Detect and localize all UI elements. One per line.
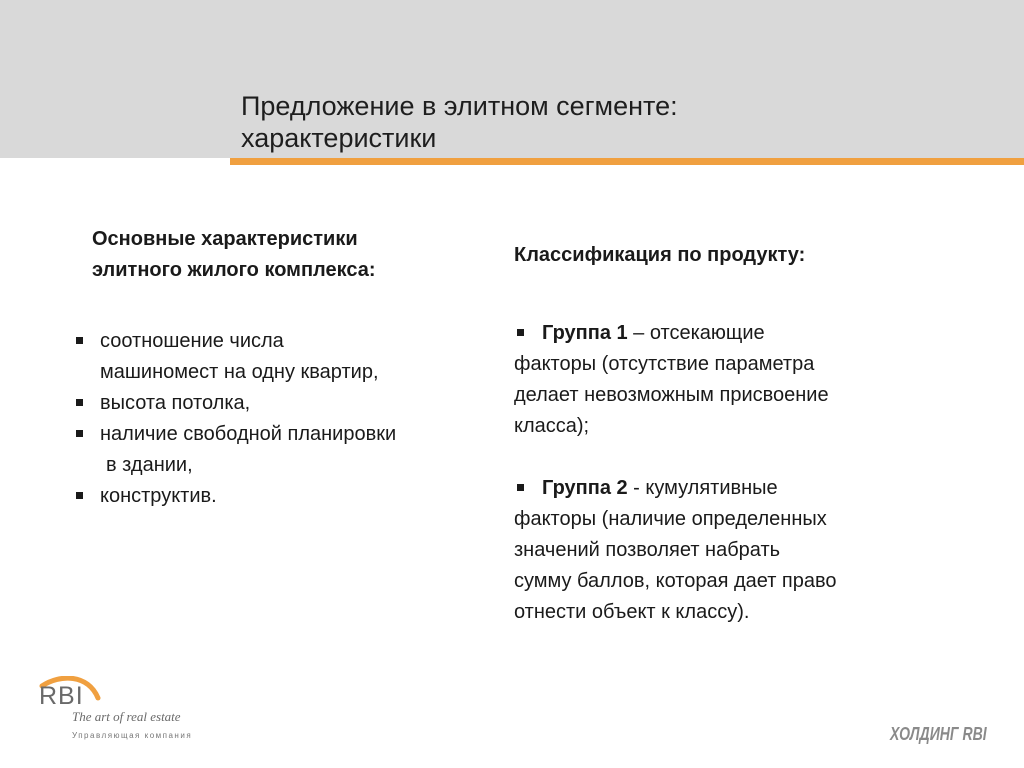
group-2-text: факторы (наличие определенных bbox=[514, 508, 827, 530]
group-2-label: Группа 2 bbox=[542, 477, 628, 499]
holding-wordmark: ХОЛДИНГ RBI bbox=[890, 724, 987, 744]
list-item-text: соотношение числа bbox=[100, 330, 284, 352]
square-bullet-icon bbox=[76, 430, 83, 437]
square-bullet-icon bbox=[76, 399, 83, 406]
left-column-heading bbox=[92, 224, 492, 286]
left-heading-line-1: Основные характеристики bbox=[92, 228, 358, 250]
group-1-block bbox=[514, 318, 984, 442]
square-bullet-icon bbox=[517, 484, 524, 491]
square-bullet-icon bbox=[76, 337, 83, 344]
list-item bbox=[72, 326, 502, 388]
slide-title bbox=[241, 90, 1001, 154]
group-1-text: факторы (отсутствие параметра bbox=[514, 353, 815, 375]
characteristics-list bbox=[72, 326, 502, 512]
list-item-text: в здании, bbox=[106, 454, 193, 476]
group-2-text: значений позволяет набрать bbox=[514, 539, 781, 561]
logo-tagline: The art of real estate bbox=[72, 709, 181, 724]
list-item-text: наличие свободной планировки bbox=[100, 423, 397, 445]
group-2-text: отнести объект к классу). bbox=[514, 601, 750, 623]
slide-title-line-1: Предложение в элитном сегменте: bbox=[241, 91, 678, 121]
square-bullet-icon bbox=[517, 329, 524, 336]
logo-text: RBI bbox=[39, 682, 84, 710]
slide-title-line-2: характеристики bbox=[241, 123, 437, 153]
list-item-text: высота потолка, bbox=[100, 392, 251, 414]
group-2-text: сумму баллов, которая дает право bbox=[514, 570, 837, 592]
list-item-text: машиномест на одну квартир, bbox=[100, 361, 379, 383]
right-column-heading: Классификация по продукту: bbox=[514, 244, 806, 266]
group-1-text: делает невозможным присвоение bbox=[514, 384, 829, 406]
logo-subtitle: Управляющая компания bbox=[72, 731, 193, 740]
group-2-block bbox=[514, 473, 984, 628]
square-bullet-icon bbox=[76, 492, 83, 499]
list-item bbox=[72, 419, 502, 481]
header-accent-rule bbox=[230, 158, 1024, 165]
group-2-title-rest: - кумулятивные bbox=[627, 477, 778, 499]
group-1-title-rest: – отсекающие bbox=[627, 322, 765, 344]
rbi-logo bbox=[36, 676, 196, 746]
left-heading-line-2: элитного жилого комплекса: bbox=[92, 259, 376, 281]
group-1-label: Группа 1 bbox=[542, 322, 628, 344]
group-1-text: класса); bbox=[514, 415, 590, 437]
list-item-text: конструктив. bbox=[100, 485, 217, 507]
list-item bbox=[72, 481, 502, 512]
list-item bbox=[72, 388, 502, 419]
